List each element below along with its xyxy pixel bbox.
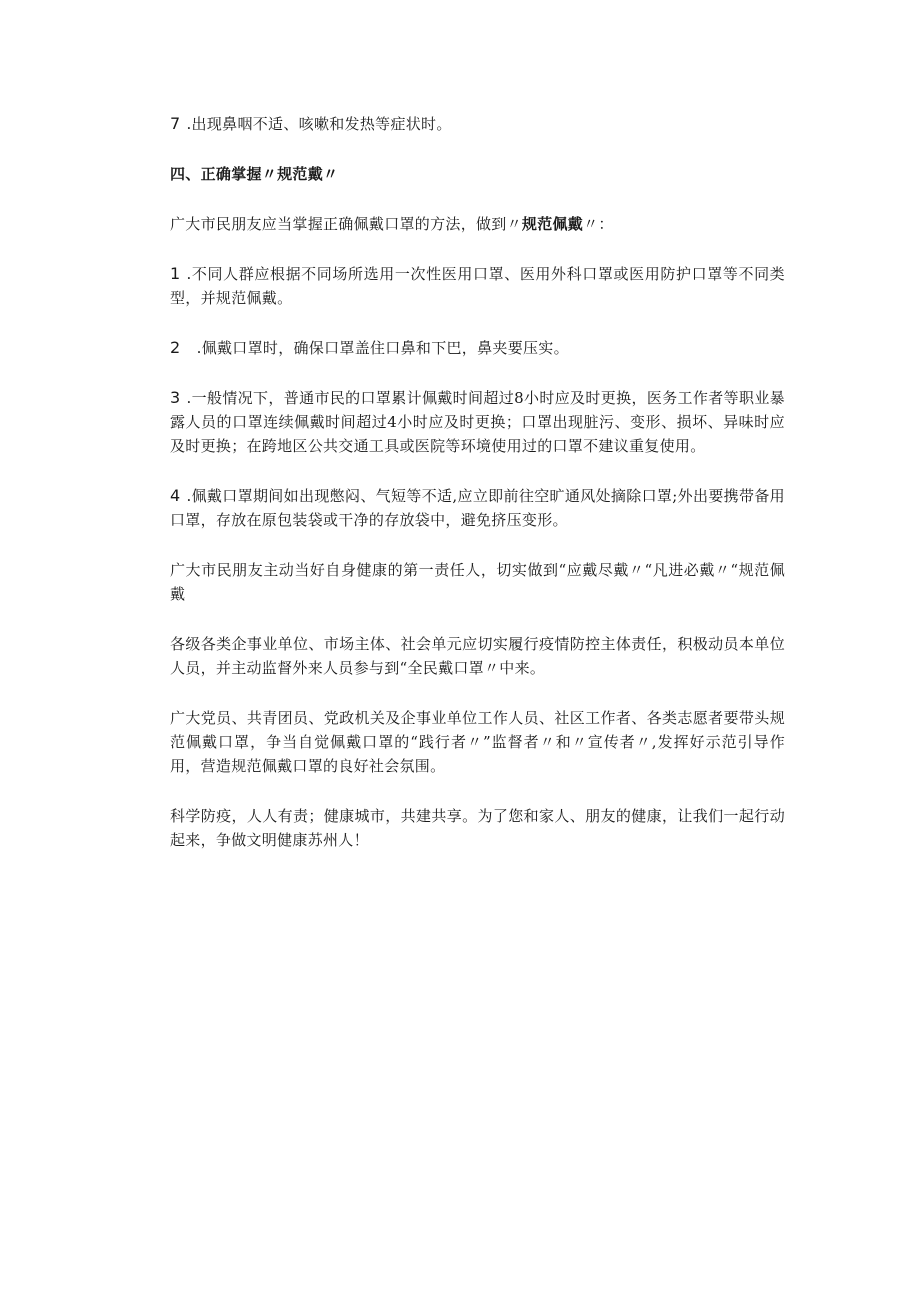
list-item-text: .佩戴口罩时，确保口罩盖住口鼻和下巴，鼻夹要压实。: [186, 339, 569, 357]
body-paragraph-4: 科学防疫，人人有责；健康城市，共建共享。为了您和家人、朋友的健康，让我们一起行动起来，争做文明健康苏州人！: [170, 807, 785, 849]
body-paragraph-3: 广大党员、共青团员、党政机关及企事业单位工作人员、社区工作者、各类志愿者要带头规范佩戴口罩，争当自觉佩戴口罩的“践行者〃”监督者〃和〃宣传者〃,发挥好示范引导作用，营造规范佩戴口罩的良好社会氛围。: [170, 709, 785, 775]
list-item-number: 3: [170, 388, 181, 407]
list-item-number: 7: [170, 114, 181, 133]
list-item-3: [170, 386, 785, 458]
section-heading: 四、正确掌握〃规范戴〃: [170, 165, 339, 183]
intro-text: 广大市民朋友应当掌握正确佩戴口罩的方法，做到〃: [170, 215, 522, 233]
list-item-text: .一般情况下，普通市民的口罩累计佩戴时间超过8小时应及时更换，医务工作者等职业暴露人员的口罩连续佩戴时间超过4小时应及时更换；口罩出现脏污、变形、损坏、异味时应及时更换；在跨地区公共交通工具或医院等环境使用过的口罩不建议重复使用。: [170, 389, 785, 455]
list-item-2: [170, 336, 785, 360]
list-item-1: [170, 262, 785, 310]
list-item-text: .佩戴口罩期间如出现憋闷、气短等不适,应立即前往空旷通风处摘除口罩;外出要携带备用口罩，存放在原包装袋或干净的存放袋中，避免挤压变形。: [170, 487, 785, 529]
list-item-text: .出现鼻咽不适、咳嗽和发热等症状时。: [186, 115, 452, 133]
body-paragraph-2: 各级各类企事业单位、市场主体、社会单元应切实履行疫情防控主体责任，积极动员本单位人员，并主动监督外来人员参与到“全民戴口罩〃中来。: [170, 635, 785, 677]
list-item-4: [170, 484, 785, 532]
list-item-number: 2: [170, 338, 181, 357]
list-item-text: .不同人群应根据不同场所选用一次性医用口罩、医用外科口罩或医用防护口罩等不同类型，并规范佩戴。: [170, 265, 785, 307]
list-item-number: 1: [170, 264, 181, 283]
intro-bold-text: 规范佩戴: [521, 215, 584, 233]
list-item-7: [170, 112, 785, 136]
intro-tail: 〃：: [583, 215, 614, 233]
intro-paragraph: [170, 212, 785, 236]
list-item-number: 4: [170, 486, 181, 505]
document-body: [170, 112, 785, 852]
body-paragraph-1: 广大市民朋友主动当好自身健康的第一责任人，切实做到“应戴尽戴〃“凡进必戴〃“规范佩戴: [170, 561, 785, 603]
